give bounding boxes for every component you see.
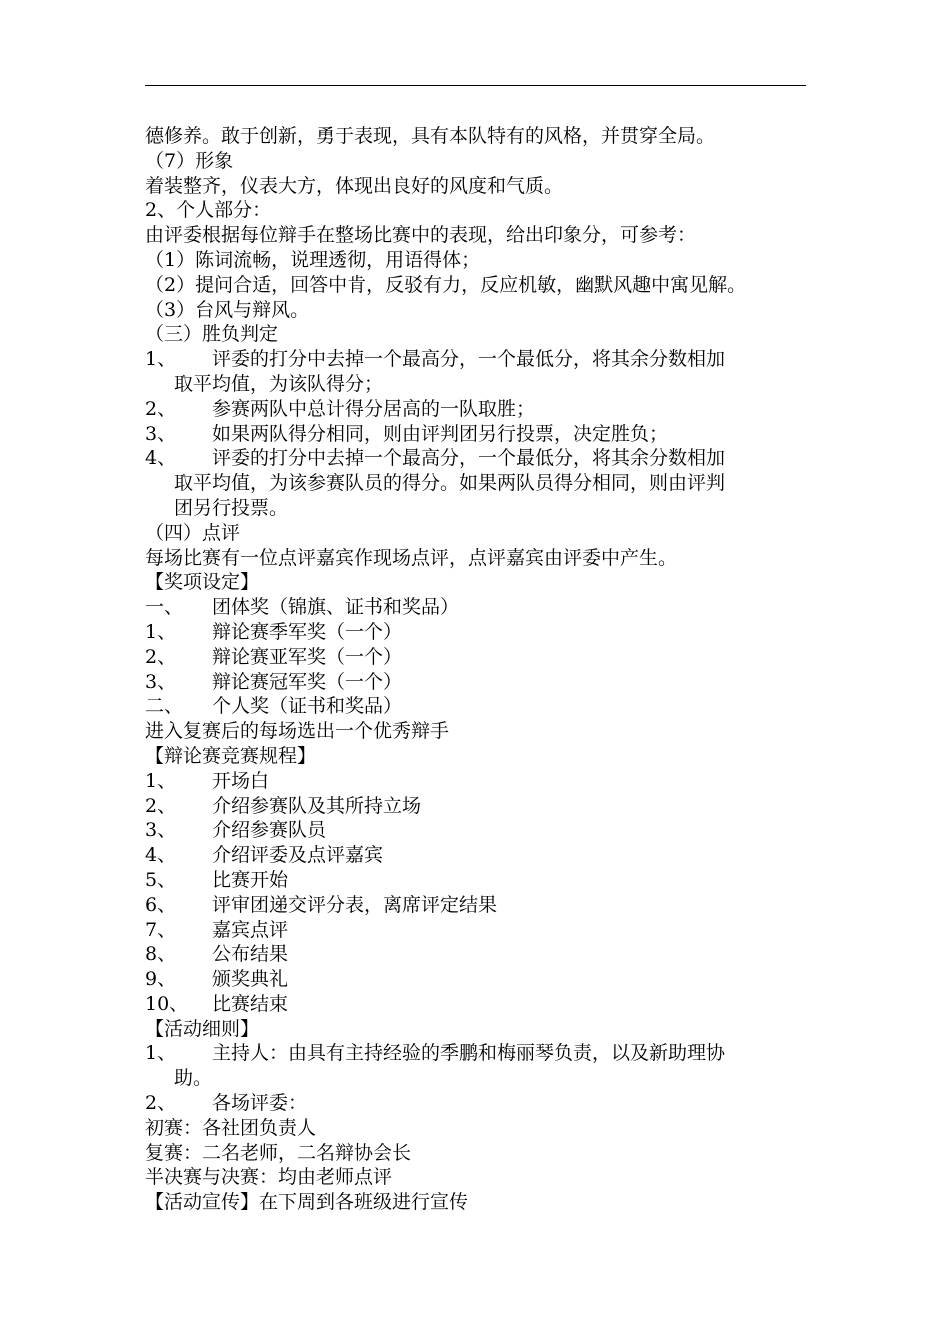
numbered-item (145, 967, 810, 992)
numbered-item (145, 422, 810, 447)
item-number: 1、 (145, 769, 177, 792)
numbered-item (145, 868, 810, 893)
numbered-item (145, 992, 810, 1017)
text-line: 进入复赛后的每场选出一个优秀辩手 (145, 720, 450, 743)
numbered-item (145, 694, 810, 719)
item-continuation: 助。 (174, 1067, 213, 1090)
item-number: 1、 (145, 620, 177, 643)
section-heading: （四）点评 (145, 521, 241, 544)
numbered-item (145, 670, 810, 695)
item-number: 4、 (145, 447, 177, 470)
text-line: 德修养。敢于创新，勇于表现，具有本队特有的风格，并贯穿全局。 (145, 125, 716, 147)
section-heading: （7）形象 (145, 149, 234, 172)
item-number: 2、 (145, 397, 177, 420)
item-text: 辩论赛亚军奖（一个） (212, 645, 403, 668)
numbered-item (145, 843, 810, 868)
section-heading: 【活动细则】 (145, 1017, 260, 1040)
numbered-item (145, 1091, 810, 1116)
text-line: 初赛：各社团负责人 (145, 1116, 317, 1139)
section-heading: 【辩论赛竞赛规程】 (145, 744, 317, 767)
item-continuation: 取平均值，为该参赛队员的得分。如果两队员得分相同，则由评判 (174, 472, 726, 495)
item-text: 辩论赛季军奖（一个） (212, 620, 403, 643)
numbered-item (145, 1041, 810, 1066)
item-number: 8、 (145, 943, 177, 966)
item-text: 团体奖（锦旗、证书和奖品） (212, 596, 460, 619)
text-line: 着装整齐，仪表大方，体现出良好的风度和气质。 (145, 174, 564, 197)
header-rule (145, 85, 806, 86)
item-text: 各场评委： (212, 1092, 308, 1115)
item-text: 比赛结束 (212, 992, 289, 1015)
item-text: 比赛开始 (212, 868, 289, 891)
numbered-item (145, 942, 810, 967)
item-number: 3、 (145, 422, 177, 445)
item-text: 如果两队得分相同，则由评判团另行投票，决定胜负； (212, 422, 669, 445)
item-continuation: 团另行投票。 (174, 496, 289, 519)
numbered-item (145, 620, 810, 645)
item-number: 2、 (145, 645, 177, 668)
item-number: 3、 (145, 819, 177, 842)
item-text: 介绍参赛队员 (212, 819, 327, 842)
item-number: 1、 (145, 348, 177, 371)
text-line: 半决赛与决赛：均由老师点评 (145, 1166, 393, 1189)
numbered-item (145, 446, 810, 471)
item-text: 参赛两队中总计得分居高的一队取胜； (212, 397, 536, 420)
item-continuation: 取平均值，为该队得分； (174, 372, 384, 395)
list-item: （1）陈词流畅，说理透彻，用语得体； (145, 248, 481, 271)
numbered-item (145, 893, 810, 918)
item-text: 颁奖典礼 (212, 968, 289, 991)
numbered-item (145, 769, 810, 794)
text-line: 【活动宣传】在下周到各班级进行宣传 (145, 1191, 469, 1214)
item-number: 9、 (145, 968, 177, 991)
text-line: 每场比赛有一位点评嘉宾作现场点评，点评嘉宾由评委中产生。 (145, 546, 678, 569)
text-line: 复赛：二名老师，二名辩协会长 (145, 1141, 412, 1164)
item-text: 个人奖（证书和奖品） (212, 695, 403, 718)
list-item: （2）提问合适，回答中肯，反驳有力，反应机敏，幽默风趣中寓见解。 (145, 273, 747, 296)
item-number: 3、 (145, 670, 177, 693)
item-number: 2、 (145, 1092, 177, 1115)
section-heading: 2、个人部分： (145, 199, 272, 222)
item-number: 6、 (145, 893, 177, 916)
numbered-item (145, 794, 810, 819)
item-number: 1、 (145, 1042, 177, 1065)
item-text: 评委的打分中去掉一个最高分，一个最低分，将其余分数相加 (212, 348, 726, 371)
section-heading: （三）胜负判定 (145, 323, 279, 346)
numbered-item (145, 347, 810, 372)
item-text: 开场白 (212, 769, 270, 792)
item-number: 10、 (145, 992, 189, 1015)
section-heading: 【奖项设定】 (145, 571, 260, 594)
item-text: 介绍评委及点评嘉宾 (212, 844, 384, 867)
item-text: 主持人：由具有主持经验的季鹏和梅丽琴负责，以及新助理协 (212, 1042, 726, 1065)
numbered-item (145, 818, 810, 843)
item-text: 评审团递交评分表，离席评定结果 (212, 893, 498, 916)
numbered-item (145, 595, 810, 620)
numbered-item (145, 397, 810, 422)
item-number: 2、 (145, 794, 177, 817)
list-item: （3）台风与辩风。 (145, 298, 310, 321)
item-number: 7、 (145, 918, 177, 941)
item-text: 评委的打分中去掉一个最高分，一个最低分，将其余分数相加 (212, 447, 726, 470)
item-text: 公布结果 (212, 943, 289, 966)
item-text: 嘉宾点评 (212, 918, 289, 941)
item-text: 辩论赛冠军奖（一个） (212, 670, 403, 693)
item-number: 5、 (145, 868, 177, 891)
text-line: 由评委根据每位辩手在整场比赛中的表现，给出印象分，可参考： (145, 224, 697, 247)
item-number: 一、 (145, 596, 184, 619)
document-body (145, 124, 810, 1215)
item-number: 4、 (145, 844, 177, 867)
numbered-item (145, 645, 810, 670)
numbered-item (145, 918, 810, 943)
item-number: 二、 (145, 695, 184, 718)
item-text: 介绍参赛队及其所持立场 (212, 794, 422, 817)
